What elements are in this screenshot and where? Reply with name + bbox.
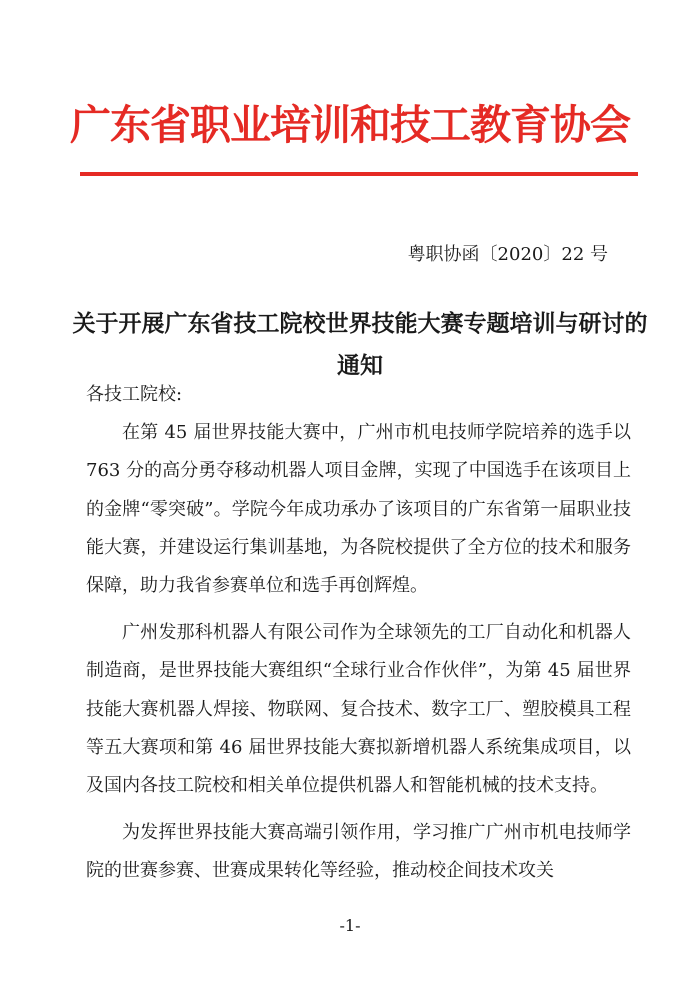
page-number: -1-	[339, 916, 361, 935]
document-number: 粤职协函〔2020〕22 号	[407, 244, 608, 265]
body-paragraph: 为发挥世界技能大赛高端引领作用，学习推广广州市机电技师学院的世赛参赛、世赛成果转化等经验，推动校企间技术攻关	[86, 822, 631, 882]
letterhead-red-rule	[80, 172, 638, 176]
letterhead-org-name: 广东省职业培训和技工教育协会	[70, 101, 630, 149]
notice-title: 关于开展广东省技工院校世界技能大赛专题培训与研讨的通知	[72, 311, 648, 379]
salutation: 各技工院校:	[86, 384, 183, 405]
body-paragraph: 广州发那科机器人有限公司作为全球领先的工厂自动化和机器人制造商，是世界技能大赛组织“全球行业合作伙伴”，为第 45 届世界技能大赛机器人焊接、物联网、复合技术、数字工厂、塑胶模具工程等五大赛项和第 46 届世界技能大赛拟新增机器人系统集成项目，以及国内各技工院校和相关单位提供机器人和智能机械的技术支持。	[86, 622, 631, 797]
body-paragraph: 在第 45 届世界技能大赛中，广州市机电技师学院培养的选手以 763 分的高分勇夺移动机器人项目金牌，实现了中国选手在该项目上的金牌“零突破”。学院今年成功承办了该项目的广东省第一届职业技能大赛，并建设运行集训基地，为各院校提供了全方位的技术和服务保障，助力我省参赛单位和选手再创辉煌。	[86, 422, 631, 597]
notice-body	[86, 376, 631, 900]
